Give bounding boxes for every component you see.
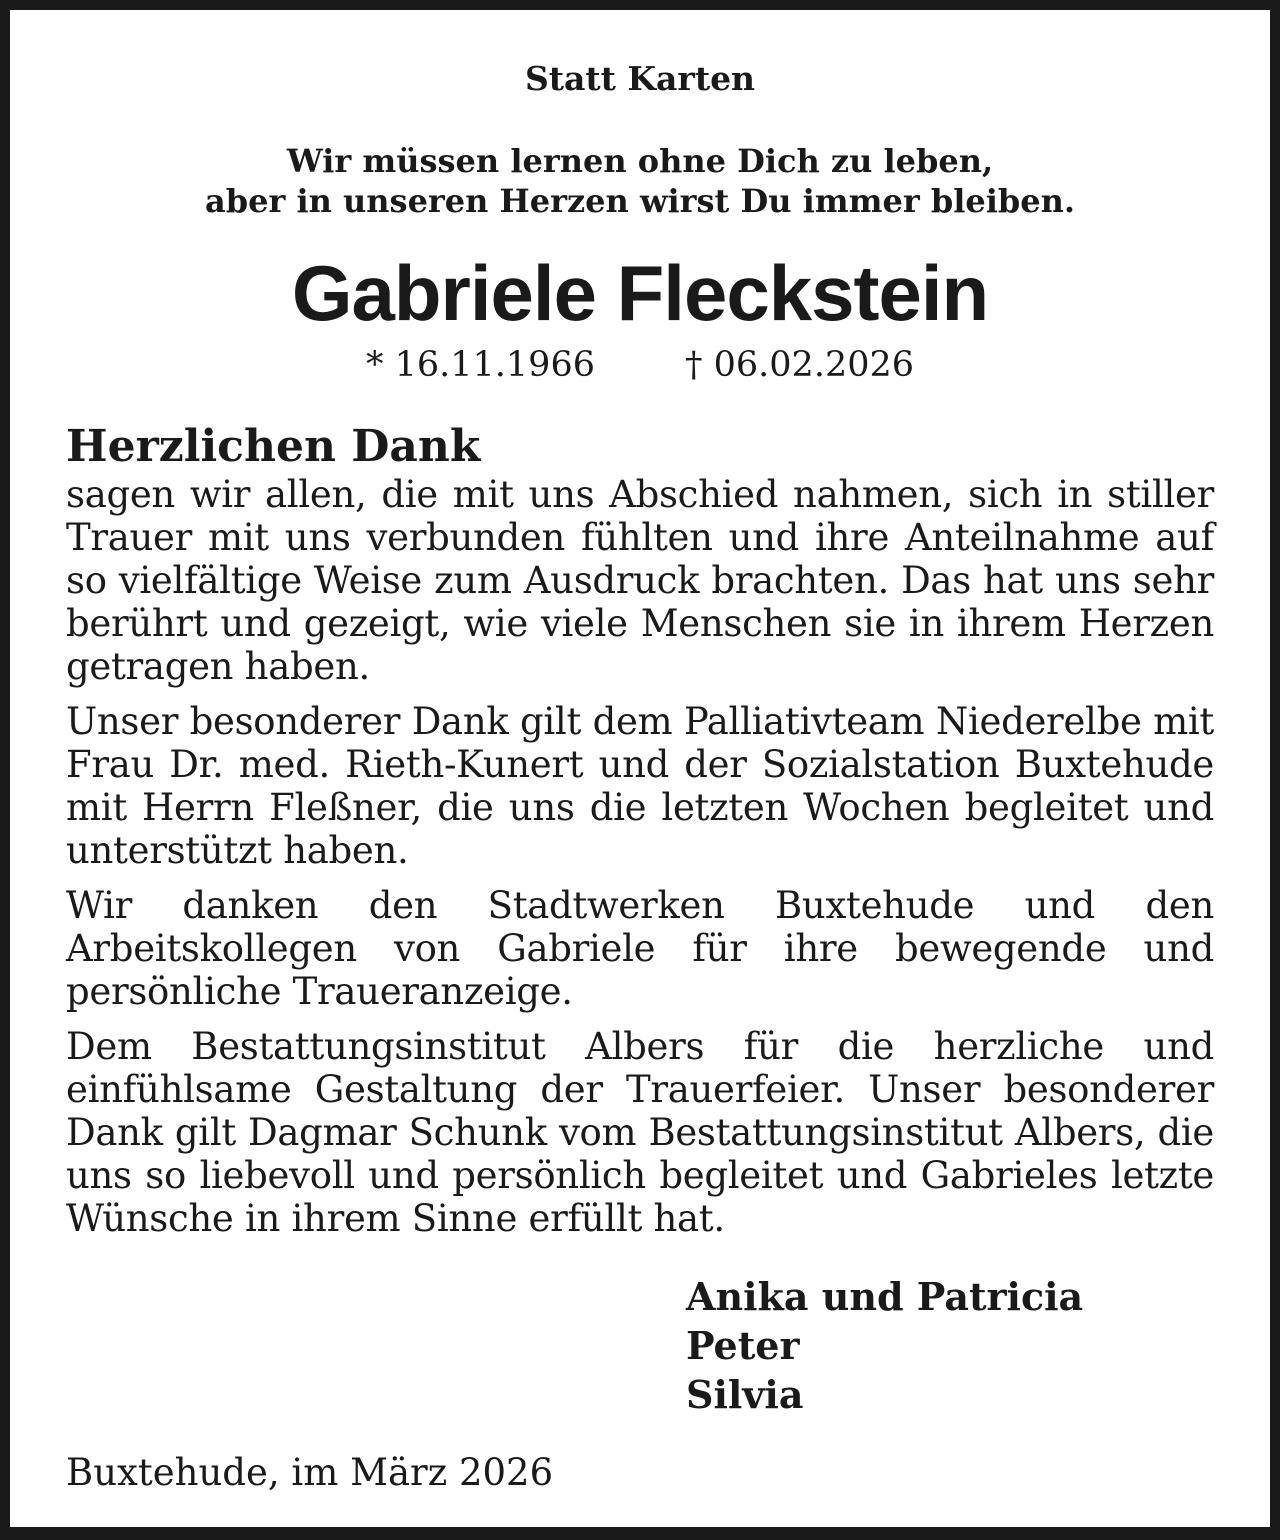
deceased-name: Gabriele Fleckstein [291, 249, 989, 337]
place-date: Buxtehude, im März 2026 [66, 1451, 554, 1494]
notice-content [66, 10, 1214, 1527]
thanks-title: Herzlichen Dank [66, 421, 481, 472]
death-date: † 06.02.2026 [685, 345, 915, 385]
notice-header: Statt Karten [524, 59, 756, 98]
signers [686, 1272, 1083, 1419]
motto-line: Wir müssen lernen ohne Dich zu leben, [286, 142, 994, 180]
paragraph: Unser besonderer Dank gilt dem Palliativteam Niederelbe mit Frau Dr. med. Rieth-Kunert und der Sozialstation Buxtehude mit Herrn Fleßner, die uns die letzten Wochen begleitet und unterstützt haben. [66, 700, 1214, 872]
motto-line: aber in unseren Herzen wirst Du immer bleiben. [204, 182, 1076, 220]
paragraph: sagen wir allen, die mit uns Abschied nahmen, sich in stiller Trauer mit uns verbunden fühlten und ihre Anteilnahme auf so vielfältige Weise zum Ausdruck brachten. Das hat uns sehr berührt und gezeigt, wie viele Menschen sie in ihrem Herzen getragen haben. [66, 473, 1214, 688]
signer: Peter [686, 1323, 800, 1368]
signer: Silvia [686, 1372, 804, 1417]
paragraph: Dem Bestattungsinstitut Albers für die herzliche und einfühlsame Gestaltung der Trauerfeier. Unser besonderer Dank gilt Dagmar Schunk vom Bestattungsinstitut Albers, die uns so liebevoll und persönlich begleitet und Gabrieles letzte Wünsche in ihrem Sinne erfüllt hat. [66, 1025, 1214, 1240]
paragraph: Wir danken den Stadtwerken Buxtehude und den Arbeitskollegen von Gabriele für ihre bewegende und persönliche Traueranzeige. [66, 884, 1214, 1013]
motto [66, 141, 1214, 221]
birth-date: * 16.11.1966 [365, 345, 595, 385]
life-dates [66, 343, 1214, 387]
signer: Anika und Patricia [686, 1274, 1084, 1319]
thanks-text [66, 421, 1214, 1252]
